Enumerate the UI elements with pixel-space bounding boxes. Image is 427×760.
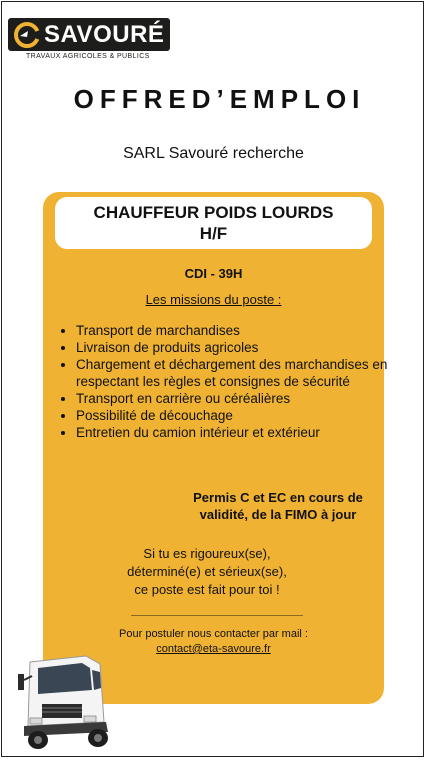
apply-text: Pour postuler nous contacter par mail : (119, 628, 308, 640)
logo-tagline: TRAVAUX AGRICOLES & PUBLICS (26, 53, 150, 60)
motivation-line3: ce poste est fait pour toi ! (134, 582, 280, 597)
missions-title: Les missions du poste : (145, 292, 282, 307)
logo-name: SAVOURÉ (44, 21, 165, 48)
job-title-line1: CHAUFFEUR POIDS LOURDS (93, 203, 334, 222)
list-item: • Transport en carrière ou céréalières (76, 390, 396, 407)
missions-list (60, 322, 396, 441)
requirements (170, 489, 386, 523)
requirements-line1: Permis C et EC en cours de (193, 490, 363, 505)
contact-email-link[interactable]: contact@eta-savoure.fr (156, 643, 271, 655)
job-title-box (55, 197, 372, 249)
page-title: OFFRED’EMPLOI (73, 84, 366, 114)
list-item: • Possibilité de découchage (76, 407, 396, 424)
job-title-line2: H/F (199, 224, 228, 243)
motivation-line1: Si tu es rigoureux(se), (143, 546, 271, 561)
list-item: • Livraison de produits agricoles (76, 339, 396, 356)
motivation-line2: déterminé(e) et sérieux(se), (127, 564, 287, 579)
requirements-line2: validité, de la FIMO à jour (199, 507, 357, 522)
logo-mark-icon (14, 22, 40, 48)
list-item: • Chargement et déchargement des marchandises en respectant les règles et consignes de sécurité (76, 356, 396, 390)
contract-type: CDI - 39H (184, 266, 243, 281)
intro-text: SARL Savouré recherche (123, 145, 304, 162)
savoure-logo (8, 18, 173, 64)
truck-icon (8, 652, 118, 752)
list-item: • Transport de marchandises (76, 322, 396, 339)
motivation-text (107, 545, 307, 599)
divider (131, 615, 303, 616)
list-item: • Entretien du camion intérieur et extérieur (76, 424, 396, 441)
logo-band (8, 18, 170, 51)
